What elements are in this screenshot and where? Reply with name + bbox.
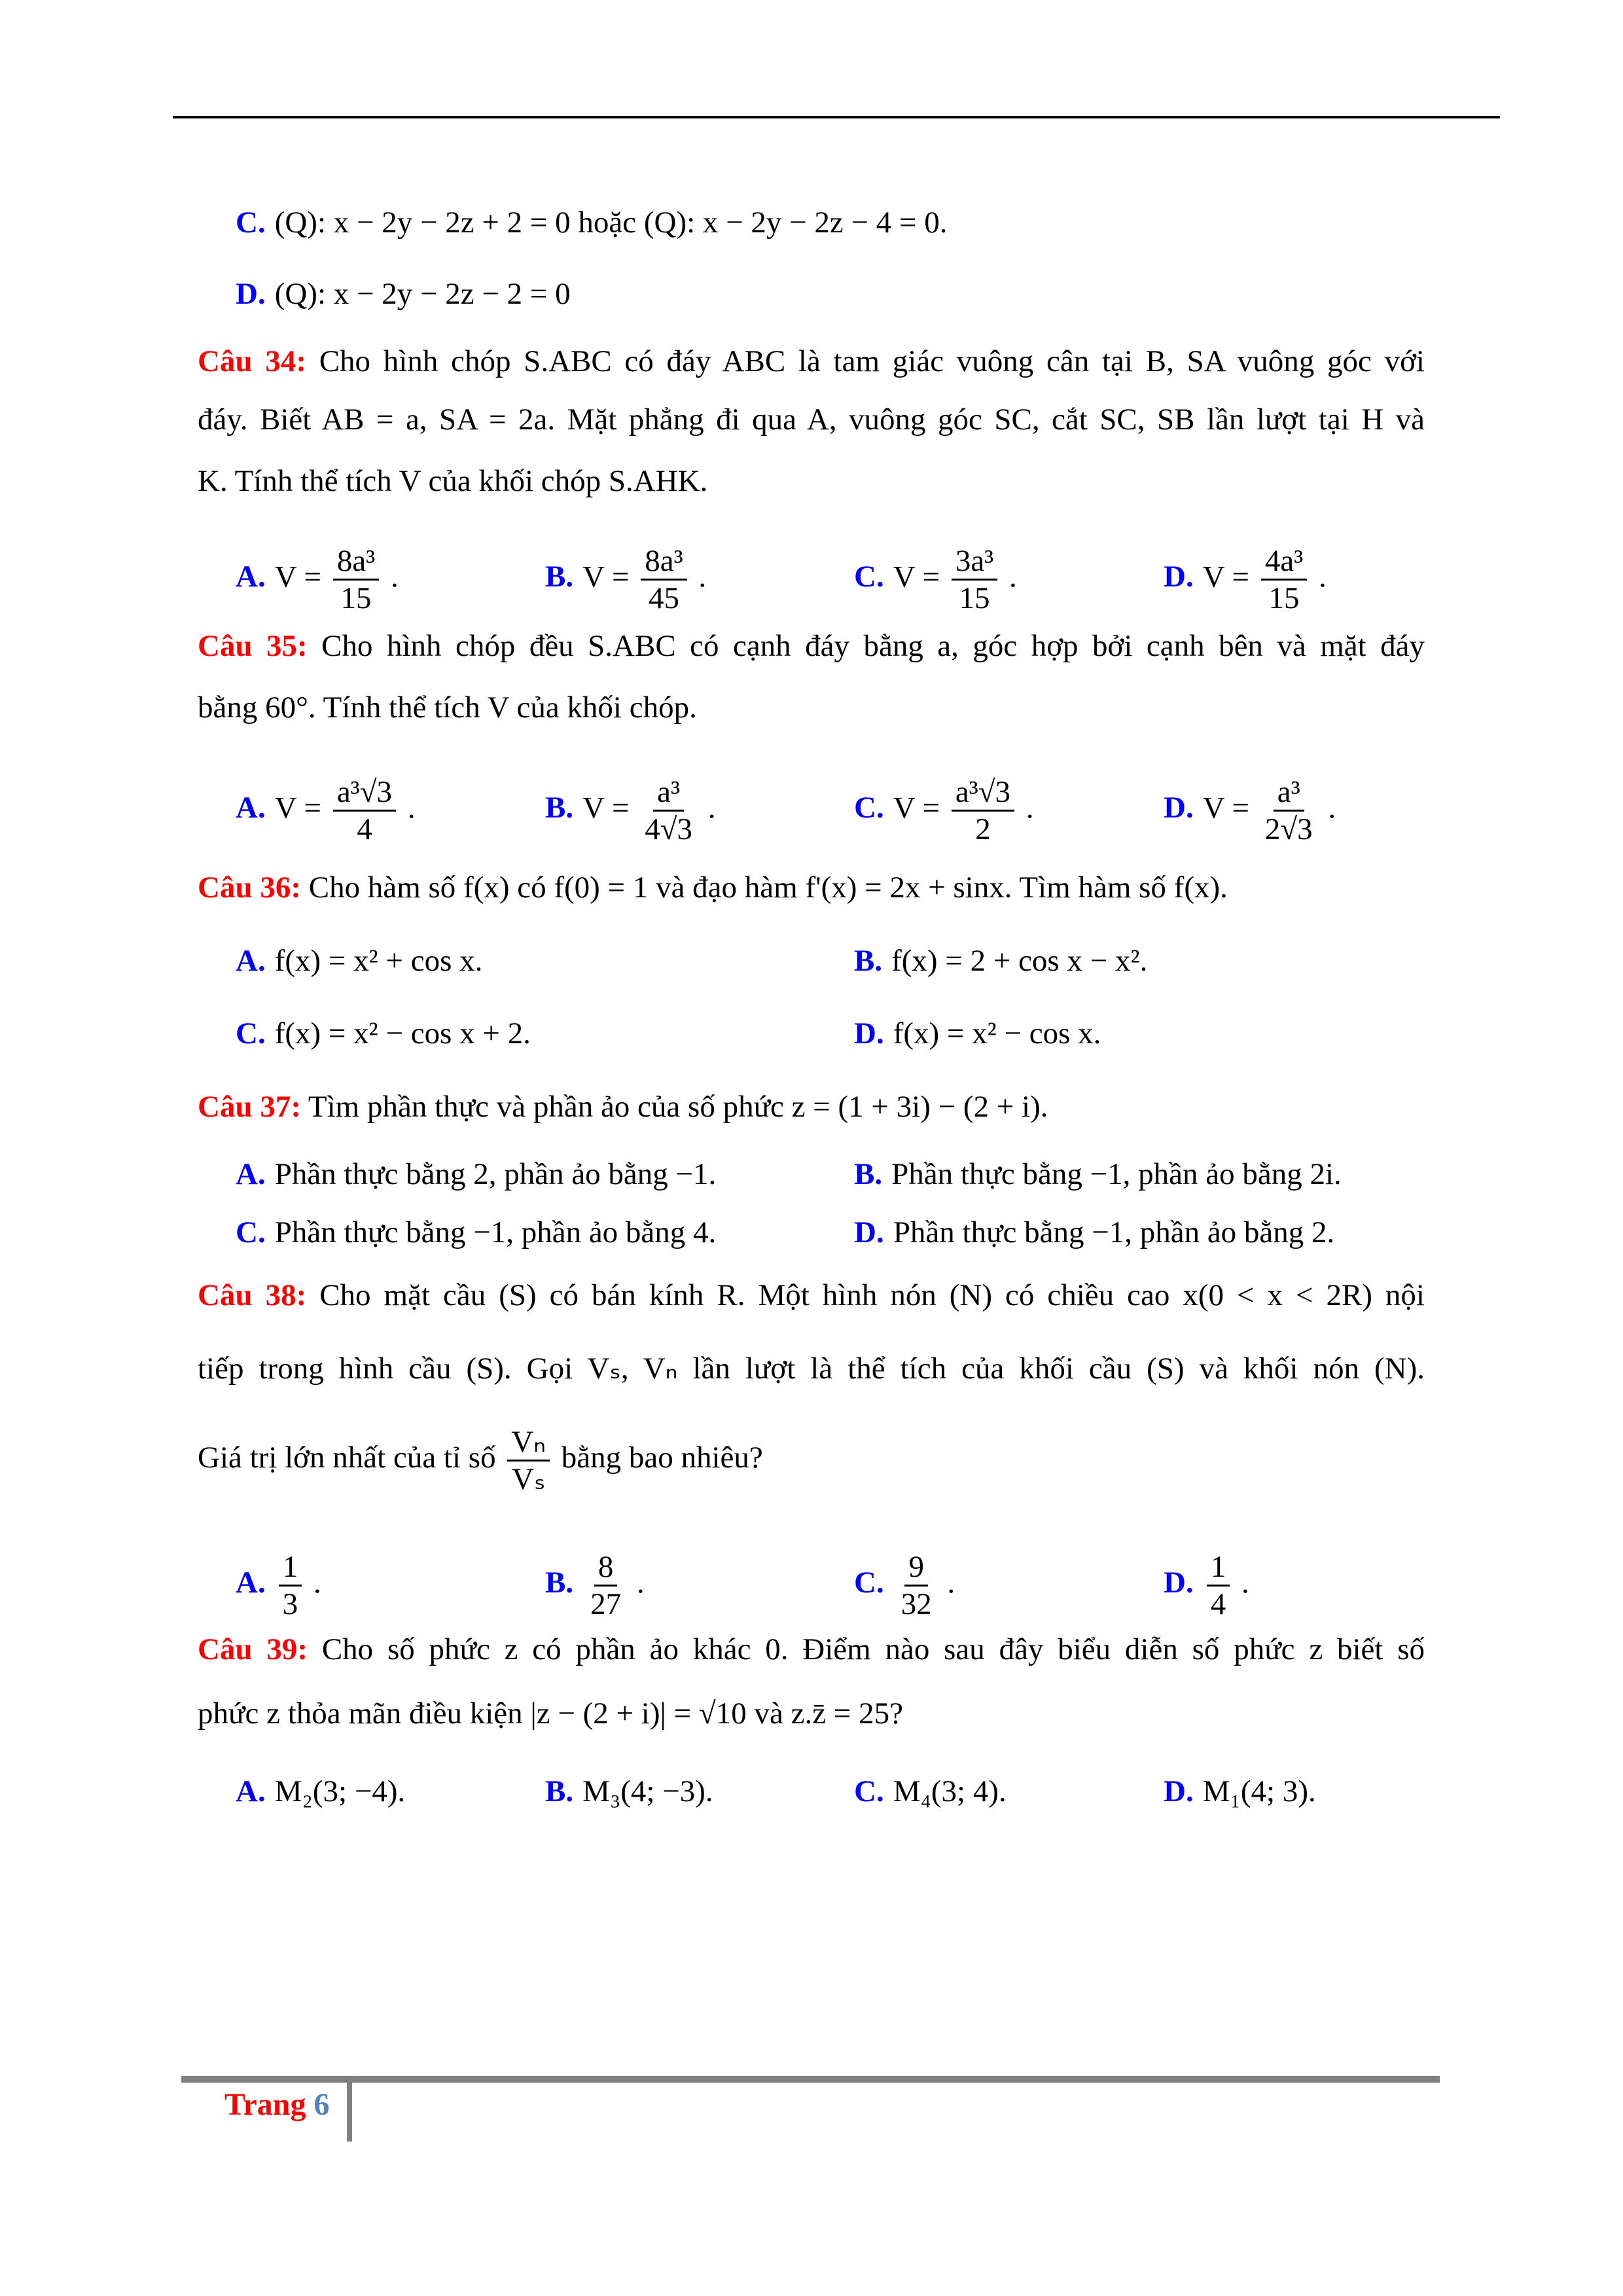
fraction <box>1207 1549 1230 1622</box>
fraction-numerator: a³ <box>653 774 684 812</box>
question-line <box>198 1630 1425 1669</box>
text-segment: K. Tính thể tích V của khối chóp S.AHK. <box>198 464 708 498</box>
answer-option <box>854 1155 1342 1194</box>
option-label: D. <box>1164 1774 1194 1808</box>
text-segment: đáy. Biết AB = a, SA = 2a. Mặt phẳng đi qua A, vuông góc SC, cắt SC, SB lần lượt tại H và <box>198 403 1425 437</box>
text-segment: M₂(3; −4). <box>274 1774 406 1808</box>
fraction-numerator: Vₙ <box>507 1424 550 1462</box>
fraction-denominator: 2 <box>975 812 991 846</box>
fraction <box>897 1549 936 1622</box>
text-segment: V = <box>582 560 630 594</box>
text-segment: . <box>636 1566 645 1600</box>
fraction-numerator: 3a³ <box>952 543 997 581</box>
option-label: A. <box>236 560 266 594</box>
fraction-denominator: 2√3 <box>1264 812 1313 846</box>
question-label: Câu 34: <box>198 344 306 378</box>
text-segment: . <box>947 1566 955 1600</box>
option-label: B. <box>545 791 574 825</box>
answer-option <box>854 941 1147 980</box>
text-segment: . <box>698 560 707 594</box>
text-segment: Cho số phức z có phần ảo khác 0. Điểm nào sau đây biểu diễn số phức z biết số <box>321 1632 1425 1666</box>
text-segment: . <box>1328 791 1336 825</box>
fraction-numerator: 9 <box>904 1549 928 1587</box>
option-label: C. <box>236 206 266 240</box>
fraction <box>641 774 696 847</box>
fraction-numerator: 8 <box>594 1549 618 1587</box>
text-segment: V = <box>1202 791 1250 825</box>
answer-option <box>545 1772 713 1811</box>
text-segment: bằng 60°. Tính thể tích V của khối chóp. <box>198 691 697 725</box>
text-segment: Phần thực bằng −1, phần ảo bằng 4. <box>274 1215 717 1249</box>
footer-rule <box>181 2076 1440 2083</box>
question-label: Câu 35: <box>198 629 308 663</box>
fraction <box>1261 543 1307 616</box>
answer-option <box>854 543 1017 616</box>
answer-option <box>236 1155 716 1194</box>
question-label: Câu 37: <box>198 1090 301 1124</box>
text-segment: f(x) = x² + cos x. <box>274 944 483 978</box>
fraction-denominator: Vₛ <box>511 1462 546 1496</box>
text-segment: . <box>1319 560 1327 594</box>
fraction-numerator: 4a³ <box>1261 543 1307 581</box>
answer-option <box>854 774 1034 847</box>
question-line <box>198 688 1425 727</box>
text-segment: Cho hình chóp S.ABC có đáy ABC là tam giác vuông cân tại B, SA vuông góc với <box>319 344 1425 378</box>
fraction-denominator: 15 <box>1268 581 1300 615</box>
text-segment: Phần thực bằng 2, phần ảo bằng −1. <box>274 1157 717 1191</box>
footer-divider <box>347 2081 352 2142</box>
answer-option <box>236 1213 716 1252</box>
answer-option <box>236 774 416 847</box>
question-line <box>198 1694 1425 1733</box>
question-label: Câu 39: <box>198 1632 308 1666</box>
answer-option <box>236 1014 531 1053</box>
fraction-numerator: 8a³ <box>333 543 379 581</box>
option-label: C. <box>854 1566 884 1600</box>
page-footer <box>224 2087 329 2123</box>
answer-option <box>545 1549 645 1622</box>
answer-option <box>1164 543 1327 616</box>
text-segment: (Q): x − 2y − 2z − 2 = 0 <box>274 277 571 311</box>
option-label: A. <box>236 944 266 978</box>
question-line <box>198 1087 1425 1126</box>
question-line <box>198 461 1425 501</box>
option-label: D. <box>1164 791 1194 825</box>
text-segment: Cho hình chóp đều S.ABC có cạnh đáy bằng a, góc hợp bởi cạnh bên và mặt đáy <box>321 629 1425 663</box>
fraction <box>507 1424 550 1497</box>
text-segment: V = <box>1202 560 1250 594</box>
text-segment: Phần thực bằng −1, phần ảo bằng 2. <box>893 1215 1335 1249</box>
answer-option <box>545 774 716 847</box>
option-label: D. <box>854 1016 884 1050</box>
option-label: C. <box>236 1215 266 1249</box>
answer-option <box>236 543 399 616</box>
answer-option <box>236 203 948 242</box>
question-line <box>198 342 1425 381</box>
option-label: D. <box>854 1215 884 1249</box>
answer-option <box>1164 1772 1316 1811</box>
answer-option <box>236 274 571 314</box>
answer-option <box>236 1549 321 1622</box>
fraction-denominator: 4 <box>1210 1587 1226 1621</box>
option-label: C. <box>854 791 884 825</box>
fraction <box>279 1549 302 1622</box>
fraction <box>333 774 396 847</box>
fraction-denominator: 27 <box>590 1587 622 1621</box>
text-segment: phức z thỏa mãn điều kiện |z − (2 + i)| = √10 và z.z̄ = 25? <box>198 1696 903 1731</box>
answer-option <box>1164 774 1336 847</box>
fraction-denominator: 15 <box>959 581 990 615</box>
option-label: C. <box>854 560 884 594</box>
fraction-denominator: 4√3 <box>645 812 693 846</box>
answer-option <box>236 941 482 980</box>
header-rule <box>173 116 1500 118</box>
fraction <box>952 543 997 616</box>
text-segment: bằng bao nhiêu? <box>561 1441 763 1475</box>
fraction-numerator: a³ <box>1274 774 1304 812</box>
option-label: B. <box>545 1566 574 1600</box>
option-label: A. <box>236 1566 266 1600</box>
text-segment: V = <box>582 791 630 825</box>
answer-option <box>1164 1549 1249 1622</box>
answer-option <box>854 1014 1101 1053</box>
fraction-denominator: 4 <box>357 812 372 846</box>
option-label: C. <box>236 1016 266 1050</box>
text-segment: . <box>407 791 416 825</box>
text-segment: V = <box>274 791 322 825</box>
option-label: A. <box>236 791 266 825</box>
question-line <box>198 1276 1425 1315</box>
text-segment: . <box>1026 791 1034 825</box>
text-segment: Phần thực bằng −1, phần ảo bằng 2i. <box>891 1157 1342 1191</box>
fraction-numerator: 1 <box>1207 1549 1230 1587</box>
text-segment: M₄(3; 4). <box>893 1774 1007 1808</box>
text-segment: Tìm phần thực và phần ảo của số phức z = (1 + 3i) − (2 + i). <box>308 1090 1048 1124</box>
text-segment: V = <box>893 560 940 594</box>
fraction-numerator: 1 <box>279 1549 302 1587</box>
fraction <box>952 774 1014 847</box>
fraction-numerator: 8a³ <box>641 543 687 581</box>
option-label: D. <box>1164 1566 1194 1600</box>
answer-option <box>545 543 706 616</box>
question-label: Câu 36: <box>198 870 301 905</box>
fraction <box>641 543 687 616</box>
text-segment: tiếp trong hình cầu (S). Gọi Vₛ, Vₙ lần lượt là thể tích của khối cầu (S) và khối nón (N). <box>198 1352 1425 1386</box>
text-segment: f(x) = x² − cos x. <box>893 1016 1101 1050</box>
text-segment: M₁(4; 3). <box>1202 1774 1316 1808</box>
answer-option <box>854 1549 955 1622</box>
option-label: D. <box>1164 560 1194 594</box>
fraction-numerator: a³√3 <box>333 774 396 812</box>
fraction-numerator: a³√3 <box>952 774 1014 812</box>
answer-option <box>854 1213 1334 1252</box>
answer-option <box>854 1772 1007 1811</box>
option-label: B. <box>854 944 883 978</box>
page-number: 6 <box>313 2087 330 2122</box>
text-segment: V = <box>274 560 322 594</box>
fraction <box>586 1549 625 1622</box>
text-segment: . <box>1241 1566 1249 1600</box>
fraction-denominator: 32 <box>901 1587 932 1621</box>
text-segment: . <box>707 791 716 825</box>
answer-option <box>236 1772 405 1811</box>
option-label: B. <box>545 1774 574 1808</box>
text-segment: . <box>313 1566 321 1600</box>
option-label: D. <box>236 277 266 311</box>
text-segment: M₃(4; −3). <box>582 1774 713 1808</box>
question-line <box>198 1349 1425 1388</box>
fraction-denominator: 15 <box>340 581 372 615</box>
question-line <box>198 626 1425 666</box>
text-segment: Cho mặt cầu (S) có bán kính R. Một hình nón (N) có chiều cao x(0 < x < 2R) nội <box>319 1278 1425 1312</box>
text-segment: (Q): x − 2y − 2z + 2 = 0 hoặc (Q): x − 2y − 2z − 4 = 0. <box>274 206 948 240</box>
fraction <box>333 543 379 616</box>
text-segment: . <box>391 560 399 594</box>
page-label: Trang <box>224 2087 306 2122</box>
question-line <box>198 868 1425 907</box>
fraction-denominator: 45 <box>648 581 679 615</box>
fraction <box>1261 774 1317 847</box>
option-label: B. <box>854 1157 883 1191</box>
text-segment: . <box>1009 560 1017 594</box>
option-label: B. <box>545 560 574 594</box>
option-label: C. <box>854 1774 884 1808</box>
fraction-denominator: 3 <box>282 1587 298 1621</box>
question-line <box>198 1418 1425 1497</box>
question-line <box>198 400 1425 439</box>
text-segment: Giá trị lớn nhất của tỉ số <box>198 1441 496 1475</box>
option-label: A. <box>236 1157 266 1191</box>
option-label: A. <box>236 1774 266 1808</box>
text-segment: f(x) = 2 + cos x − x². <box>891 944 1148 978</box>
question-label: Câu 38: <box>198 1278 307 1312</box>
text-segment: Cho hàm số f(x) có f(0) = 1 và đạo hàm f'(x) = 2x + sinx. Tìm hàm số f(x). <box>308 870 1228 905</box>
text-segment: f(x) = x² − cos x + 2. <box>274 1016 531 1050</box>
text-segment: V = <box>893 791 940 825</box>
